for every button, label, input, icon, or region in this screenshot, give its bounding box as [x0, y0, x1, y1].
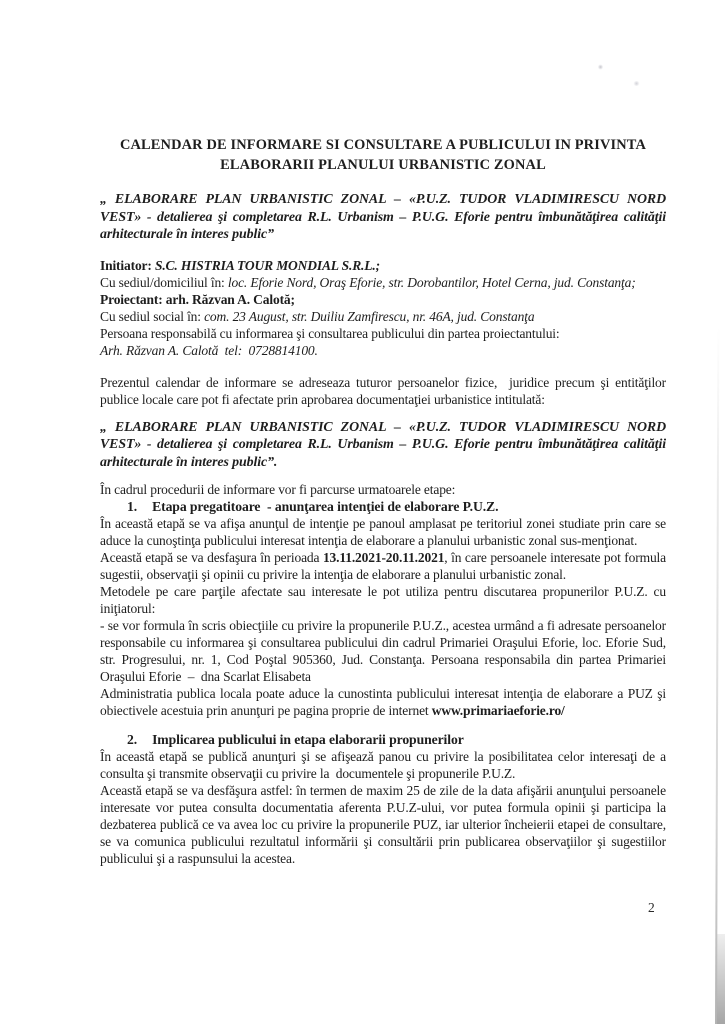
title-line-1: CALENDAR DE INFORMARE SI CONSULTARE A PUBLICULUI IN PRIVINTA — [119, 137, 647, 153]
designer-value: Proiectant: arh. Răzvan A. Calotă; — [100, 291, 295, 307]
stage1-paragraph-2 — [100, 549, 666, 583]
stage2-paragraph-2: Această etapă se va desfăşura astfel: în termen de maxim 25 de zile de la data afişării anunţului persoanele interesate vor putea consulta documentatia aferenta P.U.Z-ului, vor putea formula opinii şi participa la dezbaterea publică ce va avea loc cu privire la propunerile PUZ, iar ulterior încheierii etapei de consultare, se va comunica publicului rezultatul informării şi consultării prin publicarea observaţiilor şi sugestiilor publicului şi a raspunsului la acestea. — [100, 782, 666, 866]
stage1-heading-text: Etapa pregatitoare - anunţarea intenţiei de elaborare P.U.Z. — [152, 498, 499, 514]
designer-address-label: Cu sediul social în: — [100, 308, 205, 324]
page-number: 2 — [648, 900, 655, 915]
document-content — [100, 0, 666, 867]
scan-edge-line-artifact — [715, 325, 719, 1024]
designer-address-line — [100, 308, 666, 325]
addressees-paragraph: Prezentul calendar de informare se adreseaza tuturor persoanelor fizice, juridice precum şi entităţilor publice locale care pot fi afectate prin aprobarea documentaţiei urbanistice intitulată: — [100, 374, 666, 407]
procedure-intro: În cadrul procedurii de informare vor fi parcurse urmatoarele etape: — [100, 481, 456, 497]
stage2-heading-text: Implicarea publicului in etapa elaborarii propunerilor — [152, 731, 464, 747]
stage1-paragraph-4: - se vor formula în scris obiecţiile cu privire la propunerile P.U.Z., acestea urmând a fi adresate persoanelor responsabile cu informarea şi consultarea publicului din cadrul Primariei Oraşului Eforie, loc. Eforie Sud, str. Progresului, nr. 1, Cod Poştal 905360, Jud. Constanţa. Persoana responsabila din partea Primariei Oraşului Eforie – dna Scarlat Elisabeta — [100, 617, 666, 684]
stage1-p2-text-before: Această etapă se va desfaşura în perioada — [100, 549, 323, 565]
parties-block — [100, 257, 666, 359]
scan-speck-artifact — [633, 81, 640, 86]
initiator-line — [100, 257, 666, 274]
responsible-person-intro: Persoana responsabilă cu informarea şi consultarea publicului din partea proiectantului: — [100, 325, 560, 341]
initiator-address-value: loc. Eforie Nord, Oraş Eforie, str. Dorobantilor, Hotel Cerna, jud. Constanţa; — [227, 274, 636, 290]
responsible-person-contact — [100, 342, 666, 359]
initiator-address-label: Cu sediul/domiciliul în: — [100, 274, 228, 290]
stage1-paragraph-3: Metodele pe care parţile afectate sau interesate le pot utiliza pentru discutarea propunerilor P.U.Z. cu iniţiatorul: — [100, 583, 666, 616]
subject-quote-second: „ ELABORARE PLAN URBANISTIC ZONAL – «P.U.Z. TUDOR VLADIMIRESCU NORD VEST» - detalierea şi completarea R.L. Urbanism – P.U.G. Eforie pentru îmbunătăţirea calităţii arhitecturale în interes public”. — [100, 419, 666, 470]
initiator-address-line — [100, 274, 666, 291]
stage1-p2-text-after: , în care persoanele interesate pot formula sugestii, observaţii şi opinii cu privire la intenţia de elaborare a planului urbanistic zonal. — [100, 549, 666, 582]
designer-address-value: com. 23 August, str. Duiliu Zamfirescu, nr. 46A, jud. Constanţa — [204, 308, 535, 324]
stage1-number: 1. — [127, 498, 138, 514]
scan-speck-artifact — [598, 64, 603, 70]
stage1-paragraph-1: În această etapă se va afişa anunţul de intenţie pe panoul amplasat pe teritoriul zonei studiate prin care se aduce la cunoştinţa publicului interesat intenţia de elaborare a planului urbanistic zonal sus-menţionat. — [100, 515, 666, 548]
stage1-heading — [100, 498, 666, 515]
stage1-paragraph-5 — [100, 685, 666, 719]
stage1-period-dates: 13.11.2021-20.11.2021 — [322, 549, 445, 565]
initiator-value: S.C. HISTRIA TOUR MONDIAL S.R.L.; — [154, 257, 380, 273]
website-url: www.primariaeforie.ro/ — [431, 702, 565, 718]
stage2-heading — [100, 731, 666, 748]
title-line-2: ELABORARII PLANULUI URBANISTIC ZONAL — [220, 156, 546, 173]
stage2-number: 2. — [127, 731, 138, 747]
stage1-p5-text: Administratia publica locala poate aduce la cunostinta publicului interesat intenţia de elaborare a PUZ şi obiectivele acestuia prin anunţuri pe pagina proprie de internet — [100, 685, 666, 718]
designer-line — [100, 291, 666, 308]
scan-edge-strip-artifact — [717, 934, 725, 1024]
subject-quote-first: „ ELABORARE PLAN URBANISTIC ZONAL – «P.U.Z. TUDOR VLADIMIRESCU NORD VEST» - detalierea şi completarea R.L. Urbanism – P.U.G. Eforie pentru îmbunătăţirea calităţii arhitecturale în interes public” — [100, 192, 666, 243]
document-title — [100, 136, 666, 175]
stage2-paragraph-1: În această etapă se publică anunţuri şi se afişează panou cu privire la posibilitatea celor interesaţi de a consulta şi transmite observaţii cu privire la documentele şi propunerile P.U.Z. — [100, 748, 666, 781]
initiator-label: Initiator: — [100, 257, 155, 273]
responsible-contact-value: Arh. Răzvan A. Calotă tel: 0728814100. — [100, 342, 318, 358]
